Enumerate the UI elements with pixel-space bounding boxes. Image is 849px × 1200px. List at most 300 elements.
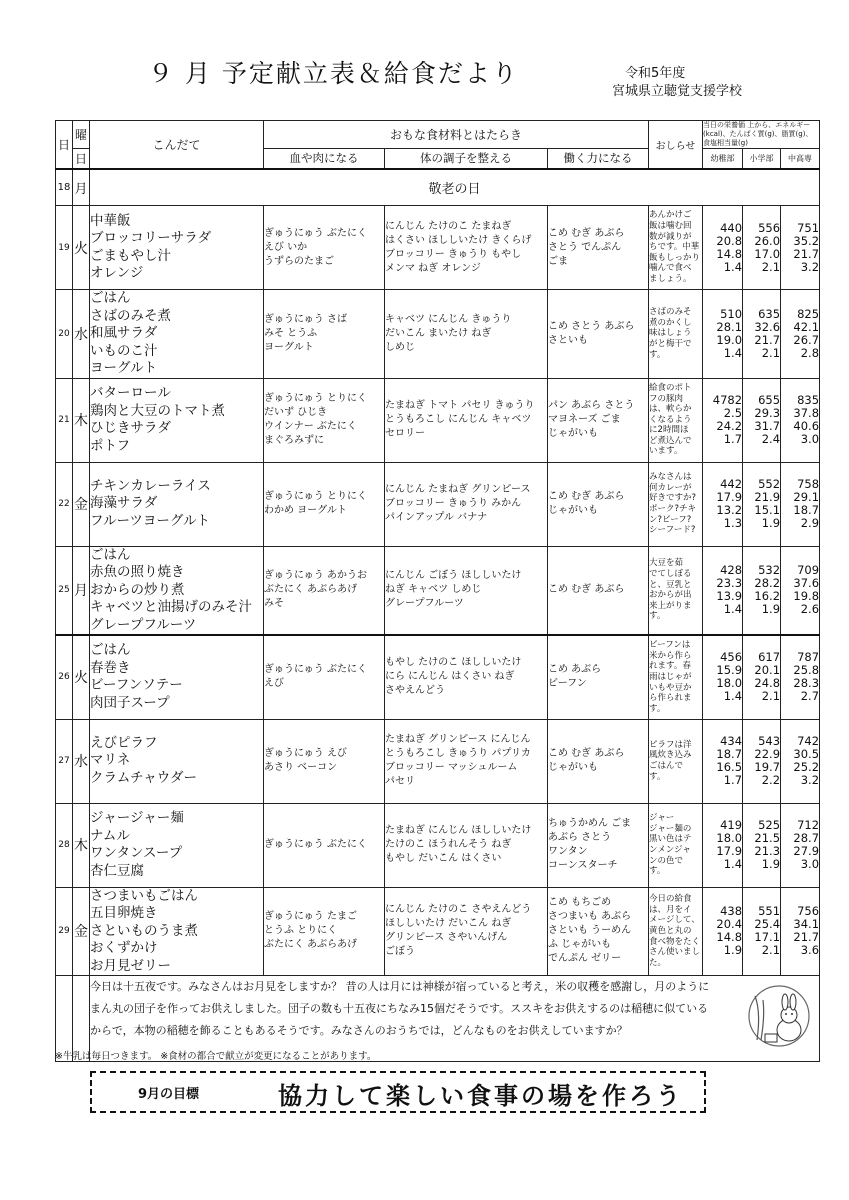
- ingredient-line: だいこん まいたけ ねぎ: [385, 327, 492, 339]
- menu-row: [56, 378, 820, 462]
- ingredient-line: ぎゅうにゅう ぶたにく: [264, 227, 367, 239]
- notice-line: 来上がりま: [649, 600, 692, 611]
- nutrition-secondary: [781, 803, 820, 887]
- ingredient-line: ぎゅうにゅう えび: [264, 748, 347, 759]
- nutrition-value: 552: [758, 477, 781, 491]
- nutrition-value: 635: [758, 306, 781, 321]
- nutrition-value: 19.8: [793, 589, 820, 604]
- ingredient-line: わかめ ヨーグルト: [264, 505, 347, 516]
- dish-name: 和風サラダ: [90, 325, 158, 341]
- notice-line: メージして、: [649, 915, 700, 926]
- ingredient-line: ぎゅうにゅう とりにく: [264, 491, 367, 502]
- dish-name: ナムル: [90, 827, 130, 844]
- nutrition-value: 42.1: [793, 319, 820, 334]
- nutrition-value: 17.1: [754, 930, 781, 945]
- header-nutrition-note: 当日の栄養価 上から、エネルギー(kcal)、たんぱく質(g)、脂質(g)、食塩相当量(g): [703, 121, 820, 149]
- nutrition-value: 21.7: [793, 246, 820, 261]
- nutrition-value: 456: [720, 650, 743, 665]
- nutrition-value: 1.4: [723, 857, 743, 871]
- notice-line: 今日の給食: [649, 894, 692, 905]
- nutrition-value: 655: [758, 393, 781, 407]
- nutrition-value: 3.6: [800, 943, 820, 958]
- notice-line: シーフード?: [649, 525, 696, 536]
- header-regulate: 体の調子を整える: [385, 149, 548, 169]
- notice-line: ピラフは洋: [649, 739, 692, 750]
- notice-line: 風炊き込み: [649, 750, 692, 761]
- notice-line: 味はしょう: [649, 328, 692, 339]
- ingredient-line: ワンタン: [548, 846, 588, 857]
- nutrition-value: 1.4: [723, 259, 743, 274]
- dish-name: オレンジ: [90, 265, 144, 281]
- nutrition-value: 27.9: [793, 844, 820, 858]
- nutrition-value: 20.1: [754, 663, 781, 678]
- ingredient-line: さとう でんぷん: [548, 241, 622, 253]
- monthly-goal-box: [90, 1071, 706, 1113]
- notice-line: 給食のポト: [649, 382, 692, 393]
- nutrition-secondary: [781, 635, 820, 719]
- ingredient-line: ごぼう: [385, 946, 415, 958]
- row-weekday: 金: [73, 462, 90, 546]
- ingredient-line: たまねぎ にんじん ほししいたけ: [385, 825, 532, 836]
- nutrition-value: 787: [797, 650, 820, 665]
- nutrition-elementary: [743, 206, 781, 290]
- nutrition-value: 25.8: [793, 663, 820, 678]
- ingredient-line: こめ もちごめ: [548, 897, 612, 909]
- nutrition-value: 1.4: [723, 602, 743, 617]
- nutrition-value: 26.7: [793, 332, 820, 347]
- ingredient-line: パセリ: [385, 776, 415, 787]
- row-weekday: 水: [73, 719, 90, 803]
- dish-name: グレープフルーツ: [90, 616, 197, 633]
- dish-name: 赤魚の照り焼き: [90, 564, 185, 580]
- ingredients-blood: [264, 462, 385, 546]
- dish-name: ブロッコリーサラダ: [90, 230, 212, 246]
- nutrition-value: 525: [758, 818, 781, 832]
- nutrition-value: 20.4: [716, 917, 743, 932]
- nutrition-value: 1.7: [723, 773, 743, 787]
- nutrition-value: 28.2: [754, 576, 781, 591]
- nutrition-value: 2.8: [800, 345, 820, 360]
- nutrition-value: 18.7: [716, 747, 743, 761]
- menu-row: [56, 290, 820, 379]
- nutrition-value: 35.2: [793, 233, 820, 248]
- notice-line: 米から作ら: [649, 650, 692, 661]
- nutrition-elementary: [743, 462, 781, 546]
- row-date: 19: [56, 206, 73, 290]
- nutrition-value: 3.2: [800, 773, 820, 787]
- notice-text: [649, 290, 703, 379]
- dish-name: 鶏肉と大豆のトマト煮: [90, 402, 225, 419]
- dish-name: さといものうま煮: [90, 922, 198, 939]
- ingredient-line: ブロッコリー きゅうり もやし: [385, 248, 522, 260]
- nutrition-kinder: [703, 206, 743, 290]
- ingredients-regulate: [385, 206, 548, 290]
- notice-line: す。: [649, 703, 666, 714]
- ingredient-line: ねぎ キャベツ しめじ: [385, 584, 482, 596]
- ingredient-line: ぎゅうにゅう あかうお: [264, 570, 367, 582]
- notice-line: れます。春: [649, 661, 691, 672]
- dish-name: おくずかけ: [90, 940, 158, 956]
- dish-name: ごはん: [90, 546, 131, 563]
- nutrition-value: 2.1: [761, 345, 781, 360]
- nutrition-kinder: [703, 887, 743, 976]
- row-date: 25: [56, 546, 73, 635]
- dish-name: ひじきサラダ: [90, 420, 171, 436]
- nutrition-value: 31.7: [754, 419, 781, 433]
- nutrition-value: 4782: [712, 393, 743, 407]
- nutrition-value: 2.5: [723, 406, 743, 420]
- notice-line: 食べ物をたく: [649, 936, 701, 947]
- nutrition-value: 30.5: [793, 747, 820, 761]
- ingredient-line: セロリー: [385, 428, 425, 439]
- nutrition-value: 835: [797, 393, 820, 407]
- row-date: 26: [56, 635, 73, 719]
- nutrition-secondary: [781, 290, 820, 379]
- row-weekday: 水: [73, 290, 90, 379]
- notice-line: ジャー麺の: [649, 823, 692, 834]
- ingredients-energy: [548, 887, 649, 976]
- nutrition-value: 17.9: [716, 490, 743, 504]
- nutrition-value: 510: [720, 306, 743, 321]
- header-secondary: 中高専: [781, 149, 820, 169]
- ingredients-blood: [264, 546, 385, 635]
- dish-name: えびピラフ: [90, 734, 158, 751]
- ingredient-line: にんじん たけのこ さやえんどう: [385, 904, 532, 916]
- nutrition-value: 29.1: [793, 490, 820, 504]
- ingredient-line: あぶら さとう: [548, 832, 612, 843]
- ingredient-line: たまねぎ グリンピース にんじん: [385, 734, 531, 745]
- nutrition-elementary: [743, 378, 781, 462]
- nutrition-kinder: [703, 803, 743, 887]
- dish-name: チキンカレーライス: [90, 477, 211, 494]
- nutrition-secondary: [781, 719, 820, 803]
- notice-line: いもや豆か: [649, 682, 692, 693]
- nutrition-value: 3.0: [800, 857, 820, 871]
- nutrition-value: 19.0: [716, 332, 743, 347]
- menu-dishes: [90, 887, 264, 976]
- nutrition-value: 21.9: [754, 490, 781, 504]
- nutrition-secondary: [781, 206, 820, 290]
- nutrition-kinder: [703, 378, 743, 462]
- notice-line: います。: [649, 446, 683, 457]
- nutrition-secondary: [781, 546, 820, 635]
- notice-line: あんかけご: [649, 210, 692, 221]
- page-title: ９ 月 予定献立表＆給食だより: [148, 59, 519, 88]
- notice-line: ごはんで: [649, 761, 684, 771]
- notice-line: がと梅干で: [649, 339, 692, 350]
- ingredient-line: ぶたにく あぶらあげ: [264, 584, 358, 596]
- ingredients-regulate: [385, 887, 548, 976]
- nutrition-value: 18.0: [716, 676, 743, 691]
- ingredient-line: こめ さとう あぶら: [548, 320, 635, 332]
- ingredients-energy: [548, 719, 649, 803]
- nutrition-value: 419: [720, 818, 743, 832]
- ingredient-line: まぐろみずに: [264, 435, 324, 446]
- nutrition-secondary: [781, 887, 820, 976]
- nutrition-value: 1.7: [723, 432, 743, 446]
- nutrition-value: 17.0: [754, 246, 781, 261]
- menu-dishes: [90, 206, 264, 290]
- moon-rabbit-illustration: [743, 982, 813, 1052]
- ingredient-line: うずらのたまご: [264, 255, 334, 267]
- nutrition-value: 29.3: [754, 406, 781, 420]
- nutrition-kinder: [703, 635, 743, 719]
- nutrition-value: 15.1: [754, 503, 781, 517]
- row-date: 29: [56, 887, 73, 976]
- nutrition-value: 751: [797, 220, 820, 235]
- nutrition-kinder: [703, 719, 743, 803]
- nutrition-value: 3.0: [800, 432, 820, 446]
- ingredient-line: あさり ベーコン: [264, 762, 338, 773]
- menu-row: [56, 206, 820, 290]
- notice-line: 飯は噛む回: [649, 221, 692, 232]
- header-ingredients: おもな食材料とはたらき: [264, 121, 649, 149]
- ingredients-regulate: [385, 635, 548, 719]
- nutrition-value: 440: [720, 220, 743, 235]
- notice-text: [649, 803, 703, 887]
- nutrition-value: 2.1: [761, 259, 781, 274]
- holiday-date: 18: [56, 169, 73, 206]
- notice-line: 大豆を茹: [649, 558, 684, 569]
- notice-line: は、軟らか: [649, 404, 692, 415]
- nutrition-value: 2.7: [800, 689, 820, 704]
- menu-table: [55, 120, 820, 1062]
- menu-dishes: [90, 635, 264, 719]
- nutrition-value: 21.5: [754, 831, 781, 845]
- ingredient-line: こめ むぎ あぶら: [548, 491, 625, 502]
- nutrition-value: 556: [758, 220, 781, 235]
- ingredient-line: にら にんじん はくさい ねぎ: [385, 671, 515, 683]
- ingredient-line: にんじん たけのこ たまねぎ: [385, 220, 512, 232]
- ingredients-regulate: [385, 462, 548, 546]
- nutrition-value: 428: [720, 563, 743, 578]
- nutrition-value: 23.3: [716, 576, 743, 591]
- notice-line: ンメンジャ: [649, 845, 691, 855]
- nutrition-value: 2.1: [761, 943, 781, 958]
- nutrition-elementary: [743, 719, 781, 803]
- dish-name: 杏仁豆腐: [90, 862, 144, 879]
- notice-line: 数が減りが: [649, 231, 692, 242]
- holiday-name: 敬老の日: [90, 169, 820, 206]
- menu-row: [56, 719, 820, 803]
- ingredient-line: キャベツ にんじん きゅうり: [385, 313, 512, 325]
- dish-name: ビーフンソテー: [90, 677, 183, 694]
- ingredient-line: みそ とうふ: [264, 327, 318, 339]
- nutrition-value: 1.3: [723, 516, 743, 530]
- ingredient-line: たまねぎ トマト パセリ きゅうり: [385, 400, 535, 411]
- ingredients-blood: [264, 378, 385, 462]
- notice-line: ちです。中華: [649, 242, 700, 253]
- nutrition-value: 25.4: [754, 917, 781, 932]
- row-date: 28: [56, 803, 73, 887]
- ingredient-line: えび いか: [264, 241, 308, 253]
- goal-text: 協力して楽しい食事の場を作ろう: [278, 1082, 683, 1110]
- ingredient-line: マヨネーズ ごま: [548, 414, 621, 425]
- notice-line: くなるよう: [649, 414, 692, 425]
- notice-line: す。: [649, 349, 666, 360]
- notice-line: おからが出: [649, 590, 692, 601]
- nutrition-value: 24.8: [754, 676, 781, 691]
- nutrition-value: 2.4: [761, 432, 781, 446]
- dish-name: ごまもやし汁: [90, 247, 171, 264]
- ingredients-regulate: [385, 546, 548, 635]
- menu-dishes: [90, 378, 264, 462]
- notice-line: ポーク?チキ: [649, 504, 697, 514]
- dish-name: ごはん: [90, 290, 131, 306]
- notice-line: みなさんは: [649, 472, 692, 483]
- holiday-weekday: 月: [73, 169, 90, 206]
- ingredient-line: じゃがいも: [548, 505, 598, 516]
- ingredient-line: ブロッコリー マッシュルーム: [385, 762, 518, 773]
- dish-name: 海藻サラダ: [90, 495, 158, 512]
- notice-line: ど煮込んで: [649, 435, 692, 446]
- ingredient-line: とうふ とりにく: [264, 925, 338, 937]
- nutrition-value: 1.4: [723, 689, 743, 704]
- ingredients-blood: [264, 887, 385, 976]
- notice-line: 煮のかくし: [649, 317, 692, 328]
- ingredient-line: こめ むぎ あぶら: [548, 227, 625, 239]
- nutrition-value: 532: [758, 563, 781, 578]
- footnote: ※牛乳は毎日つきます。 ※食材の都合で献立が変更になることがあります。: [55, 1051, 377, 1062]
- nutrition-value: 16.2: [754, 589, 781, 604]
- nutrition-value: 21.3: [754, 844, 781, 858]
- notice-line: す。: [649, 611, 666, 622]
- nutrition-value: 28.1: [716, 319, 743, 334]
- dish-name: おからの炒り煮: [90, 581, 185, 598]
- notice-text: [649, 887, 703, 976]
- menu-dishes: [90, 290, 264, 379]
- notice-line: ンの色で: [649, 855, 684, 866]
- ingredient-line: でんぷん ゼリー: [548, 953, 622, 965]
- ingredients-energy: [548, 206, 649, 290]
- dish-name: ヨーグルト: [90, 360, 158, 376]
- ingredients-energy: [548, 462, 649, 546]
- ingredients-energy: [548, 378, 649, 462]
- row-date: 27: [56, 719, 73, 803]
- nutrition-value: 19.7: [754, 760, 781, 774]
- nutrition-value: 1.9: [723, 943, 743, 958]
- nutrition-value: 825: [797, 306, 820, 321]
- ingredient-line: じゃがいも: [548, 428, 598, 439]
- ingredient-line: ごま: [548, 255, 568, 267]
- ingredient-line: ぎゅうにゅう さば: [264, 313, 347, 325]
- dish-name: バターロール: [90, 385, 171, 401]
- dish-name: 肉団子スープ: [90, 694, 170, 711]
- ingredients-energy: [548, 290, 649, 379]
- ingredient-line: にんじん たまねぎ グリンピース: [385, 484, 531, 495]
- nutrition-value: 1.4: [723, 345, 743, 360]
- nutrition-value: 1.9: [761, 602, 781, 617]
- menu-row: [56, 546, 820, 635]
- ingredients-regulate: [385, 803, 548, 887]
- dish-name: お月見ゼリー: [90, 957, 171, 974]
- ingredients-energy: [548, 803, 649, 887]
- ingredient-line: ぶたにく あぶらあげ: [264, 939, 358, 951]
- header-day: 日: [56, 121, 73, 169]
- nutrition-value: 1.9: [761, 516, 781, 530]
- ingredient-line: とうもろこし にんじん キャベツ: [385, 414, 532, 425]
- nutrition-value: 543: [758, 734, 781, 748]
- menu-row: [56, 462, 820, 546]
- ingredient-line: こめ むぎ あぶら: [548, 584, 625, 596]
- ingredients-blood: [264, 206, 385, 290]
- ingredient-line: だいず ひじき: [264, 407, 328, 418]
- row-weekday: 火: [73, 635, 90, 719]
- nutrition-elementary: [743, 803, 781, 887]
- notice-line: ジャー: [649, 813, 675, 824]
- nutrition-value: 17.9: [716, 844, 743, 858]
- nutrition-value: 24.2: [716, 419, 743, 433]
- ingredient-line: はくさい ほししいたけ きくらげ: [385, 234, 532, 246]
- nutrition-kinder: [703, 290, 743, 379]
- notice-line: でてしぼる: [649, 569, 692, 580]
- header-elementary: 小学部: [743, 149, 781, 169]
- ingredient-line: グレープフルーツ: [385, 598, 464, 610]
- ingredient-line: ぎゅうにゅう ぶたにく: [264, 839, 367, 850]
- nutrition-elementary: [743, 635, 781, 719]
- header-blood: 血や肉になる: [264, 149, 385, 169]
- notice-line: 噛んで食べ: [649, 263, 692, 274]
- ingredients-regulate: [385, 290, 548, 379]
- ingredients-regulate: [385, 719, 548, 803]
- header-notice: おしらせ: [649, 121, 703, 169]
- nutrition-value: 434: [720, 734, 743, 748]
- nutrition-value: 18.0: [716, 831, 743, 845]
- ingredient-line: ふ じゃがいも: [548, 939, 612, 951]
- ingredient-line: ぎゅうにゅう とりにく: [264, 393, 367, 404]
- nutrition-value: 617: [758, 650, 781, 665]
- dish-name: ごはん: [90, 642, 131, 659]
- nutrition-value: 2.2: [761, 773, 781, 787]
- ingredient-line: さやえんどう: [385, 685, 445, 697]
- ingredients-blood: [264, 290, 385, 379]
- dish-name: クラムチャウダー: [90, 769, 198, 786]
- ingredients-energy: [548, 635, 649, 719]
- ingredient-line: ウインナー ぶたにく: [264, 421, 357, 432]
- fiscal-year: 令和5年度: [625, 66, 686, 81]
- nutrition-value: 32.6: [754, 319, 781, 334]
- ingredient-line: みそ: [264, 598, 284, 610]
- dish-name: さばのみそ煮: [90, 307, 171, 324]
- ingredients-blood: [264, 635, 385, 719]
- ingredient-line: さといも: [548, 334, 588, 346]
- nutrition-value: 21.7: [793, 930, 820, 945]
- notice-line: 黒い色はテ: [649, 834, 692, 845]
- row-weekday: 火: [73, 206, 90, 290]
- ingredients-regulate: [385, 378, 548, 462]
- dish-name: さつまいもごはん: [90, 887, 198, 904]
- ingredient-line: えび: [264, 678, 284, 690]
- notice-text: [649, 635, 703, 719]
- nutrition-value: 551: [758, 904, 781, 919]
- nutrition-value: 13.2: [716, 503, 743, 517]
- nutrition-elementary: [743, 887, 781, 976]
- menu-row: [56, 887, 820, 976]
- ingredient-line: たけのこ ほうれんそう ねぎ: [385, 839, 512, 850]
- notice-text: [649, 462, 703, 546]
- dish-name: いものこ汁: [90, 342, 158, 359]
- row-date: 21: [56, 378, 73, 462]
- notice-line: 好きですか?: [649, 493, 697, 504]
- dish-name: 中華飯: [90, 212, 131, 229]
- nutrition-value: 37.8: [793, 406, 820, 420]
- nutrition-value: 758: [797, 477, 820, 491]
- row-date: 22: [56, 462, 73, 546]
- dish-name: 春巻き: [90, 659, 131, 676]
- nutrition-value: 25.2: [793, 760, 820, 774]
- header-menu: こんだて: [90, 121, 264, 169]
- nutrition-value: 13.9: [716, 589, 743, 604]
